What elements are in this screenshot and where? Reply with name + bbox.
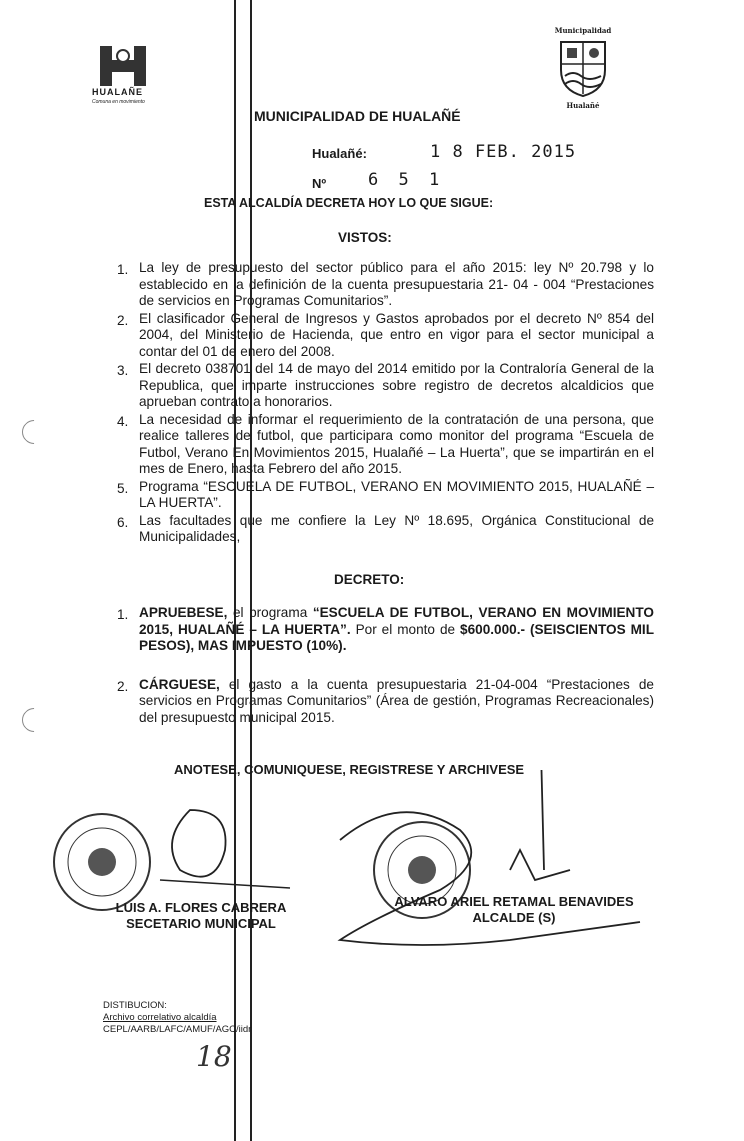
punch-hole [17, 415, 51, 449]
signer-right-role: ALCALDE (S) [472, 910, 556, 925]
handwritten-page-number: 18 [196, 1040, 232, 1073]
list-item [112, 311, 654, 361]
list-item [112, 513, 654, 546]
punch-hole [17, 703, 51, 737]
program-name: “ESCUELA DE FUTBOL, VERANO EN MOVIMIENTO 2015, HUALAÑÉ – LA HUERTA”. [139, 605, 654, 637]
list-item [112, 361, 654, 411]
signer-left [96, 900, 306, 932]
scan-artifact-line [250, 0, 252, 1141]
item-number: 3. [117, 363, 129, 378]
item-number: 5. [117, 480, 129, 496]
crest-bottom-text: Hualañé [566, 101, 600, 110]
charge-text: el gasto a la cuenta presupuestaria 21-04-004 “Prestaciones de servicios en Programas Comunitarios” (Área de gestión, Programas Recreacionales) del presupuesto municipal 2015. [139, 676, 654, 725]
list-item [112, 479, 654, 512]
item-text: Las facultades que me confiere la Ley Nº 18.695, Orgánica Constitucional de Municipalidades, [139, 512, 654, 544]
item-number: 4. [117, 413, 129, 429]
list-item [112, 260, 654, 310]
approve-mid: el programa [227, 605, 313, 620]
signer-left-name: LUIS A. FLORES CABRERA [115, 900, 287, 915]
date-stamp: 1 8 FEB. 2015 [430, 142, 577, 162]
item-number: 2. [117, 678, 129, 694]
list-item [112, 412, 654, 478]
logo-h-mark-icon [98, 44, 148, 88]
item-number: 1. [117, 607, 129, 622]
signer-left-role: SECETARIO MUNICIPAL [126, 916, 276, 931]
list-item [112, 605, 654, 655]
signer-right [364, 894, 664, 926]
item-number: 1. [117, 262, 129, 277]
approve-lead: APRUEBESE, [139, 605, 228, 620]
decree-intro: ESTA ALCALDÍA DECRETA HOY LO QUE SIGUE: [204, 196, 494, 210]
distribution-label: DISTIBUCION: [103, 1000, 167, 1011]
distribution-archive: Archivo correlativo alcaldía [103, 1012, 217, 1023]
item-text: El clasificador General de Ingresos y Gastos aprobados por el decreto Nº 854 del 2004, del Ministerio de Hacienda, que entro en vigor para el sector municipal a contar del 01 de enero del 2008. [139, 310, 654, 359]
item-text: El decreto 038701 del 14 de mayo del 2014 emitido por la Contraloría General de la Republica, que imparte instrucciones sobre registro de decretos alcaldicios que aprueban contrato a honorarios. [139, 361, 654, 409]
decree-number-label: Nº [312, 176, 327, 191]
decreto-heading: DECRETO: [334, 572, 405, 587]
signer-right-name: ALVARO ARIEL RETAMAL BENAVIDES [394, 894, 634, 909]
item-text: La necesidad de informar el requerimiento de la contratación de una persona, que realice talleres de futbol, que participara como monitor del programa “Escuela de Futbol, Verano En Movimientos 2015, Hualañé – La Huerta”, que se impartirán en el mes de Enero, hasta Febrero del año 2015. [139, 411, 654, 476]
municipal-logo [92, 44, 162, 114]
vistos-list [112, 260, 654, 547]
charge-lead: CÁRGUESE, [139, 676, 220, 692]
logo-tagline: Comuna en movimiento [92, 99, 145, 105]
item-text: La ley de presupuesto del sector público para el año 2015: ley Nº 20.798 y lo establecido en la definición de la cuenta presupuestaria 21- 04 - 004 “Prestaciones de servicios en Programas Comunitarios”. [139, 260, 654, 308]
item-number: 6. [117, 514, 129, 530]
decreto-list [112, 605, 654, 727]
place-label: Hualañé: [312, 146, 367, 161]
distribution-initials: CEPL/AARB/LAFC/AMUF/AGC/iidr [103, 1024, 252, 1035]
logo-name: HUALAÑE [92, 87, 143, 97]
crest-shield-icon [557, 36, 609, 98]
distribution-block [103, 1000, 251, 1036]
municipal-crest [548, 26, 618, 110]
approve-tail: Por el monto de [350, 621, 461, 637]
closing-formula: ANOTESE, COMUNIQUESE, REGISTRESE Y ARCHIVESE [174, 762, 525, 777]
item-text: Programa “ESCUELA DE FUTBOL, VERANO EN MOVIMIENTO 2015, HUALAÑÉ – LA HUERTA”. [139, 478, 654, 510]
crest-top-text: Municipalidad [554, 26, 612, 35]
vistos-heading: VISTOS: [338, 230, 392, 245]
item-number: 2. [117, 312, 129, 328]
approve-amount: $600.000.- (SEISCIENTOS MIL PESOS), MAS IMPUESTO (10%). [139, 621, 654, 653]
decree-number-value: 6 5 1 [368, 170, 445, 190]
list-item [112, 677, 654, 727]
document-title: MUNICIPALIDAD DE HUALAÑÉ [254, 108, 461, 124]
scan-artifact-line [234, 0, 236, 1141]
